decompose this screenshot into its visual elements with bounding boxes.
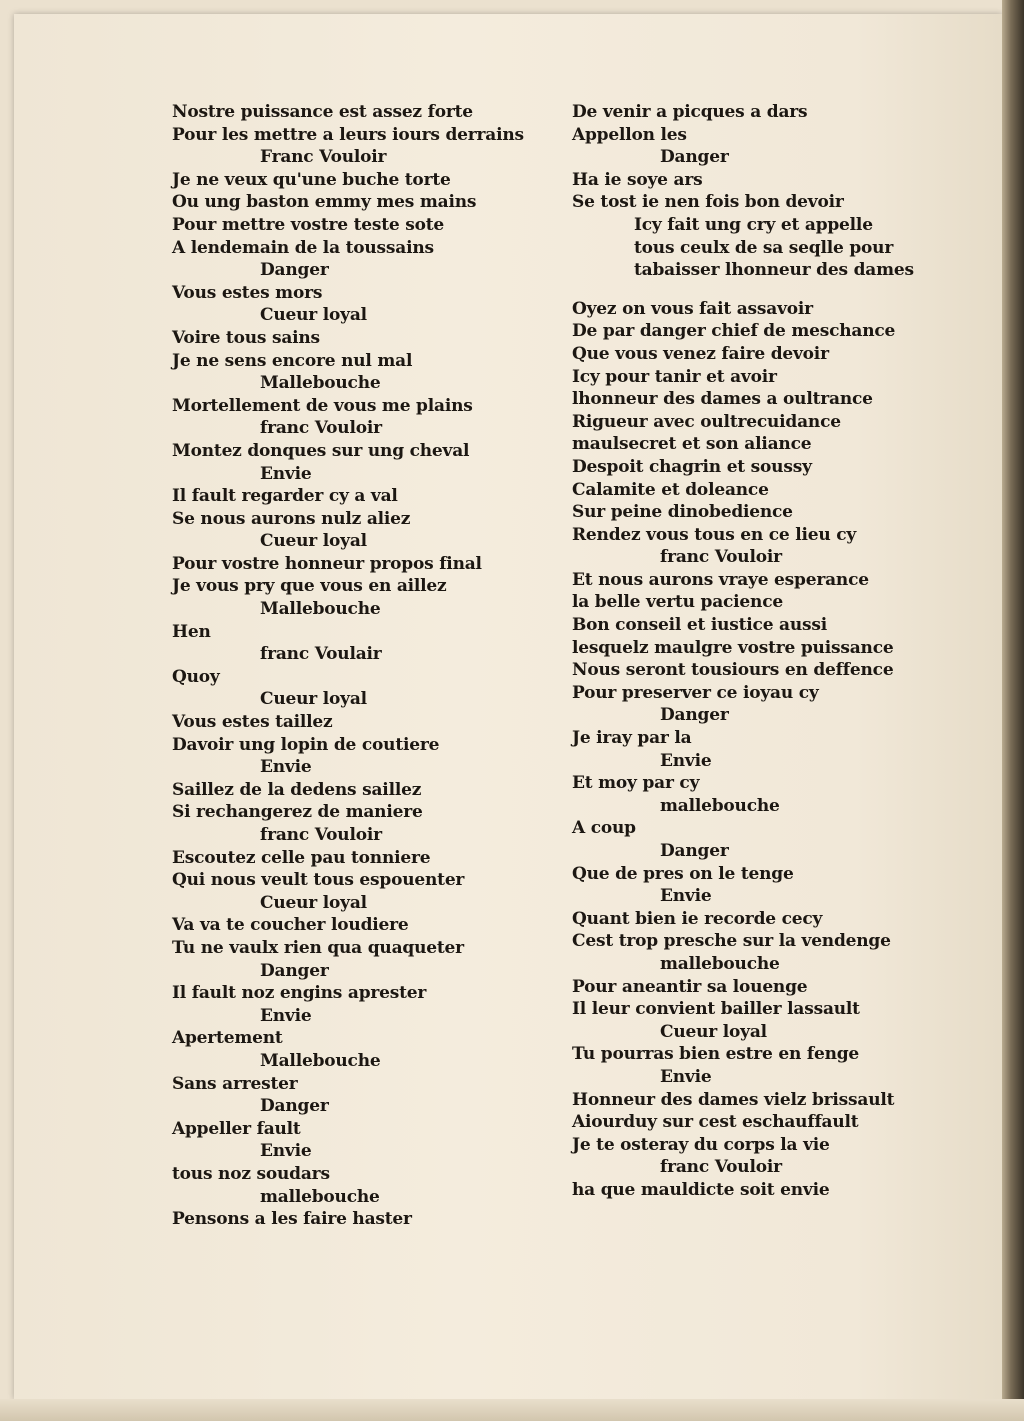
- speaker-name: Franc Vouloir: [260, 147, 387, 168]
- verse-line: Que vous venez faire devoir: [572, 343, 829, 364]
- verse-line: Calamite et doleance: [572, 479, 769, 500]
- verse-line: Aiourduy sur cest eschauffault: [572, 1112, 859, 1133]
- verse-line: Pour aneantir sa louenge: [572, 976, 808, 997]
- speaker-name: Cueur loyal: [260, 689, 367, 710]
- speaker-name: Envie: [260, 757, 312, 778]
- verse-line: Montez donques sur ung cheval: [172, 440, 470, 461]
- stage-direction: tabaisser lhonneur des dames: [634, 260, 914, 281]
- verse-line: Sur peine dinobedience: [572, 502, 793, 523]
- speaker-name: franc Vouloir: [660, 1157, 782, 1178]
- verse-line: Que de pres on le tenge: [572, 863, 794, 884]
- verse-line: lesquelz maulgre vostre puissance: [572, 637, 894, 658]
- speaker-name: Envie: [260, 463, 312, 484]
- speaker-name: Envie: [660, 886, 712, 907]
- verse-line: Mortellement de vous me plains: [172, 395, 473, 416]
- verse-line: Rigueur avec oultrecuidance: [572, 411, 841, 432]
- verse-line: A coup: [572, 818, 636, 839]
- speaker-name: Cueur loyal: [260, 305, 367, 326]
- verse-line: Pour mettre vostre teste sote: [172, 214, 445, 235]
- verse-line: Pour preserver ce ioyau cy: [572, 682, 819, 703]
- verse-line: Bon conseil et iustice aussi: [572, 615, 828, 636]
- verse-line: De venir a picques a dars: [572, 102, 808, 122]
- verse-line: Saillez de la dedens saillez: [172, 779, 422, 800]
- verse-line: Davoir ung lopin de coutiere: [172, 734, 440, 755]
- speaker-name: Cueur loyal: [260, 892, 367, 913]
- verse-line: la belle vertu pacience: [572, 592, 783, 613]
- book-edge-right: [1002, 0, 1024, 1421]
- verse-line: Ha ie soye ars: [572, 169, 703, 190]
- verse-line: Se tost ie nen fois bon devoir: [572, 192, 844, 213]
- verse-line: Escoutez celle pau tonniere: [172, 847, 431, 868]
- speaker-name: Envie: [260, 1005, 312, 1026]
- verse-line: ha que mauldicte soit envie: [572, 1179, 830, 1200]
- verse-line: Appeller fault: [172, 1118, 301, 1139]
- speaker-name: Mallebouche: [260, 599, 381, 620]
- verse-line: Ou ung baston emmy mes mains: [172, 192, 477, 213]
- speaker-name: Envie: [660, 750, 712, 771]
- verse-line: Oyez on vous fait assavoir: [572, 298, 813, 319]
- line-gap: [572, 282, 902, 298]
- speaker-name: franc Voulair: [260, 644, 382, 665]
- verse-line: Qui nous veult tous espouenter: [172, 870, 465, 891]
- verse-line: maulsecret et son aliance: [572, 434, 812, 455]
- speaker-name: Cueur loyal: [660, 1021, 767, 1042]
- verse-line: Je ne sens encore nul mal: [172, 350, 413, 371]
- verse-line: Pour vostre honneur propos final: [172, 553, 482, 574]
- verse-line: Je iray par la: [572, 728, 692, 749]
- speaker-name: Envie: [660, 1066, 712, 1087]
- verse-line: A lendemain de la toussains: [172, 237, 434, 258]
- verse-line: Pour les mettre a leurs iours derrains: [172, 124, 524, 145]
- speaker-name: Danger: [660, 841, 729, 861]
- verse-line: Despoit chagrin et soussy: [572, 456, 812, 477]
- left-text-column: [172, 101, 524, 1231]
- verse-line: Cest trop presche sur la vendenge: [572, 931, 891, 952]
- book-edge-bottom: [0, 1399, 1024, 1421]
- verse-line: Rendez vous tous en ce lieu cy: [572, 524, 857, 545]
- verse-line: Il fault noz engins aprester: [172, 983, 427, 1004]
- speaker-name: franc Vouloir: [660, 547, 782, 568]
- verse-line: Et moy par cy: [572, 773, 700, 794]
- speaker-name: Danger: [260, 1096, 329, 1117]
- verse-line: lhonneur des dames a oultrance: [572, 389, 873, 410]
- right-text-column: [572, 101, 914, 1202]
- speaker-name: Danger: [660, 147, 729, 168]
- verse-line: Quoy: [172, 666, 220, 687]
- verse-line: Se nous aurons nulz aliez: [172, 508, 411, 529]
- verse-line: Apertement: [172, 1028, 283, 1049]
- verse-line: Nostre puissance est assez forte: [172, 102, 473, 122]
- verse-line: Honneur des dames vielz brissault: [572, 1089, 895, 1110]
- speaker-name: mallebouche: [660, 953, 780, 974]
- verse-line: Il leur convient bailler lassault: [572, 999, 860, 1020]
- verse-line: Et nous aurons vraye esperance: [572, 569, 869, 590]
- verse-line: Tu pourras bien estre en fenge: [572, 1044, 860, 1065]
- stage-direction: Icy fait ung cry et appelle: [634, 214, 873, 235]
- speaker-name: mallebouche: [260, 1186, 380, 1207]
- speaker-name: mallebouche: [660, 795, 780, 816]
- verse-line: Va va te coucher loudiere: [172, 915, 409, 936]
- verse-line: Appellon les: [572, 124, 687, 145]
- stage-direction: tous ceulx de sa seqlle pour: [634, 237, 894, 258]
- speaker-name: Envie: [260, 1141, 312, 1162]
- verse-line: Vous estes taillez: [172, 712, 333, 733]
- verse-line: Si rechangerez de maniere: [172, 802, 423, 823]
- verse-line: Je ne veux qu'une buche torte: [172, 169, 451, 190]
- verse-line: Vous estes mors: [172, 282, 323, 303]
- verse-line: Sans arrester: [172, 1073, 298, 1094]
- speaker-name: Mallebouche: [260, 373, 381, 394]
- speaker-name: franc Vouloir: [260, 825, 382, 845]
- speaker-name: Danger: [660, 705, 729, 726]
- speaker-name: Mallebouche: [260, 1050, 381, 1071]
- verse-line: Tu ne vaulx rien qua quaqueter: [172, 937, 464, 958]
- verse-line: tous noz soudars: [172, 1163, 330, 1184]
- speaker-name: franc Vouloir: [260, 418, 382, 439]
- speaker-name: Danger: [260, 960, 329, 981]
- verse-line: Hen: [172, 621, 211, 642]
- verse-line: Voire tous sains: [172, 327, 320, 348]
- verse-line: Il fault regarder cy a val: [172, 486, 398, 507]
- speaker-name: Cueur loyal: [260, 531, 367, 552]
- verse-line: Je vous pry que vous en aillez: [172, 576, 447, 597]
- verse-line: De par danger chief de meschance: [572, 321, 896, 342]
- verse-line: Nous seront tousiours en deffence: [572, 660, 894, 681]
- speaker-name: Danger: [260, 260, 329, 281]
- verse-line: Quant bien ie recorde cecy: [572, 908, 823, 929]
- verse-line: Pensons a les faire haster: [172, 1209, 412, 1230]
- verse-line: Icy pour tanir et avoir: [572, 366, 777, 387]
- verse-line: Je te osteray du corps la vie: [572, 1134, 830, 1155]
